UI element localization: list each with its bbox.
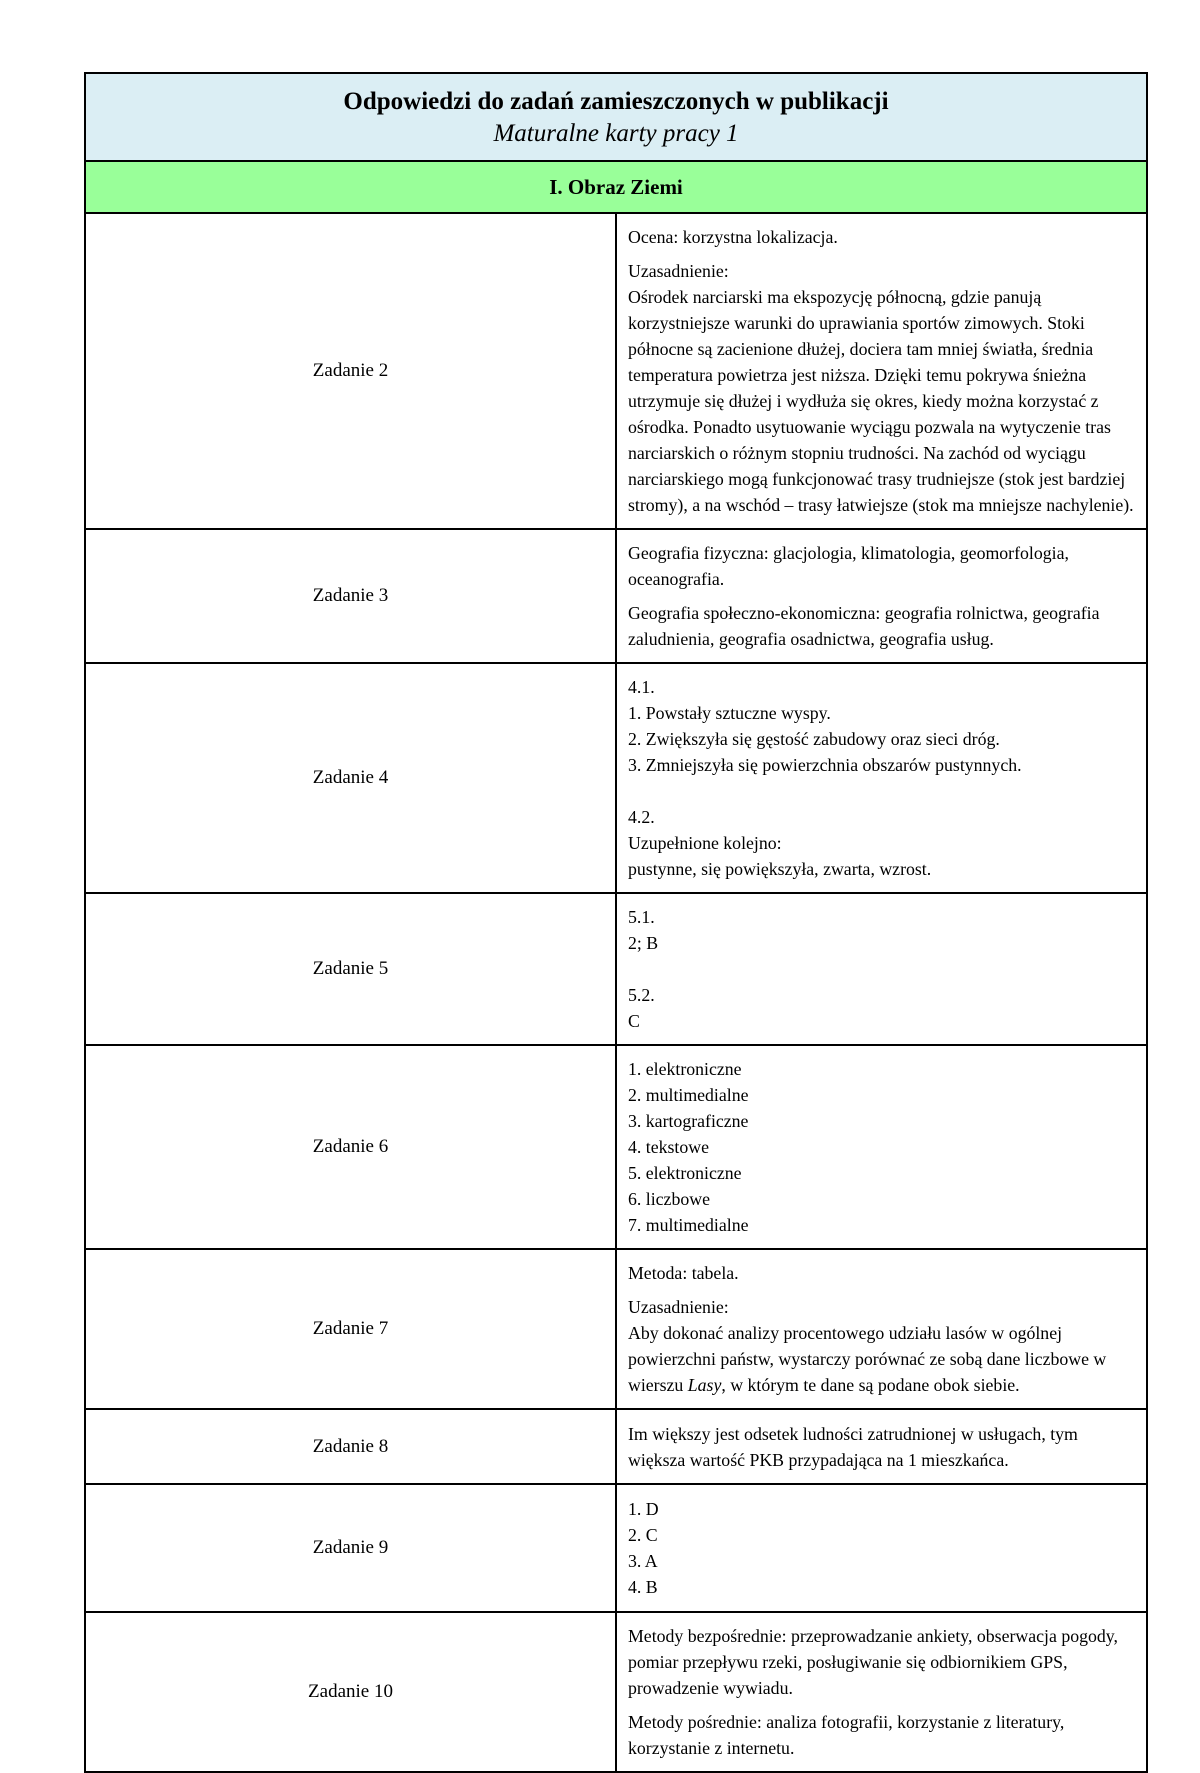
part-heading: 4.2.	[628, 807, 655, 827]
task-answer	[616, 529, 1147, 663]
answer-uzasadnienie	[628, 258, 1134, 518]
uzasadnienie-label: Uzasadnienie:	[628, 261, 729, 281]
task-label: Zadanie 7	[85, 1249, 616, 1409]
table-row	[85, 1612, 1147, 1772]
task-label: Zadanie 8	[85, 1409, 616, 1484]
task-label: Zadanie 4	[85, 663, 616, 893]
part-answer: C	[628, 1011, 640, 1031]
section-title: I. Obraz Ziemi	[85, 161, 1147, 213]
list-item: 3. Zmniejszyła się powierzchnia obszarów pustynnych.	[628, 755, 1022, 775]
part-heading: 5.1.	[628, 907, 655, 927]
table-row	[85, 1409, 1147, 1484]
list-item: 5. elektroniczne	[628, 1163, 742, 1183]
list-item: 3. kartograficzne	[628, 1111, 749, 1131]
table-row	[85, 213, 1147, 529]
task-label: Zadanie 2	[85, 213, 616, 529]
list-item: 4. B	[628, 1577, 658, 1597]
table-row	[85, 663, 1147, 893]
list-item: 7. multimedialne	[628, 1215, 749, 1235]
list-item: 1. D	[628, 1499, 659, 1519]
task-answer	[616, 1484, 1147, 1612]
task-label: Zadanie 5	[85, 893, 616, 1045]
header-row	[85, 73, 1147, 161]
task-answer	[616, 663, 1147, 893]
answer-uzasadnienie	[628, 1294, 1134, 1398]
task-answer	[616, 213, 1147, 529]
task-label: Zadanie 10	[85, 1612, 616, 1772]
part-answer: pustynne, się powiększyła, zwarta, wzrost.	[628, 859, 932, 879]
task-answer: Im większy jest odsetek ludności zatrudnionej w usługach, tym większa wartość PKB przypadająca na 1 mieszkańca.	[616, 1409, 1147, 1484]
list-item: 1. elektroniczne	[628, 1059, 742, 1079]
answer-posrednie: Metody pośrednie: analiza fotografii, korzystanie z literatury, korzystanie z internetu.	[628, 1712, 1065, 1758]
answer-spoleczno: Geografia społeczno-ekonomiczna: geografia rolnictwa, geografia zaludnienia, geografia osadnictwa, geografia usług.	[628, 603, 1100, 649]
list-item: 2. multimedialne	[628, 1085, 749, 1105]
task-answer	[616, 1612, 1147, 1772]
answer-bezposrednie: Metody bezpośrednie: przeprowadzanie ankiety, obserwacja pogody, pomiar przepływu rzeki, posługiwanie się odbiornikiem GPS, prowadzenie wywiadu.	[628, 1626, 1118, 1698]
list-item: 3. A	[628, 1551, 658, 1571]
document-subtitle: Maturalne karty pracy 1	[493, 120, 739, 147]
list-item: 4. tekstowe	[628, 1137, 709, 1157]
part-intro: Uzupełnione kolejno:	[628, 833, 782, 853]
answer-ocena: Ocena: korzystna lokalizacja.	[628, 227, 838, 247]
uzasadnienie-text: Aby dokonać analizy procentowego udziału lasów w ogólnej powierzchni państw, wystarczy porównać ze sobą dane liczbowe w wierszu	[628, 1323, 1107, 1395]
part-answer: 2; B	[628, 933, 659, 953]
task-label: Zadanie 9	[85, 1484, 616, 1612]
uzasadnienie-label: Uzasadnienie:	[628, 1297, 729, 1317]
document-title: Odpowiedzi do zadań zamieszczonych w publikacji	[343, 88, 889, 115]
table-row	[85, 893, 1147, 1045]
task-answer	[616, 1045, 1147, 1249]
answer-fizyczna: Geografia fizyczna: glacjologia, klimatologia, geomorfologia, oceanografia.	[628, 543, 1069, 589]
table-row	[85, 1484, 1147, 1612]
list-item: 2. Zwiększyła się gęstość zabudowy oraz sieci dróg.	[628, 729, 1000, 749]
list-item: 1. Powstały sztuczne wyspy.	[628, 703, 831, 723]
task-answer	[616, 1249, 1147, 1409]
answer-metoda: Metoda: tabela.	[628, 1263, 739, 1283]
task-label: Zadanie 6	[85, 1045, 616, 1249]
uzasadnienie-italic: Lasy	[687, 1375, 722, 1395]
task-label: Zadanie 3	[85, 529, 616, 663]
uzasadnienie-text-end: , w którym te dane są podane obok siebie.	[721, 1375, 1020, 1395]
part-heading: 5.2.	[628, 985, 655, 1005]
table-row	[85, 1045, 1147, 1249]
section-row	[85, 161, 1147, 213]
list-item: 6. liczbowe	[628, 1189, 710, 1209]
task-answer	[616, 893, 1147, 1045]
list-item: 2. C	[628, 1525, 658, 1545]
answers-table	[84, 72, 1148, 1773]
table-row	[85, 1249, 1147, 1409]
header-cell	[85, 73, 1147, 161]
table-row	[85, 529, 1147, 663]
uzasadnienie-text: Ośrodek narciarski ma ekspozycję północną, gdzie panują korzystniejsze warunki do uprawiania sportów zimowych. Stoki północne są zacienione dłużej, dociera tam mniej światła, średnia temperatura powietrza jest niższa. Dzięki temu pokrywa śnieżna utrzymuje się dłużej i wydłuża się okres, kiedy można korzystać z ośrodka. Ponadto usytuowanie wyciągu pozwala na wytyczenie tras narciarskich o różnym stopniu trudności. Na zachód od wyciągu narciarskiego mogą funkcjonować trasy trudniejsze (stok jest bardziej stromy), a na wschód – trasy łatwiejsze (stok ma mniejsze nachylenie).	[628, 287, 1134, 515]
part-heading: 4.1.	[628, 677, 655, 697]
